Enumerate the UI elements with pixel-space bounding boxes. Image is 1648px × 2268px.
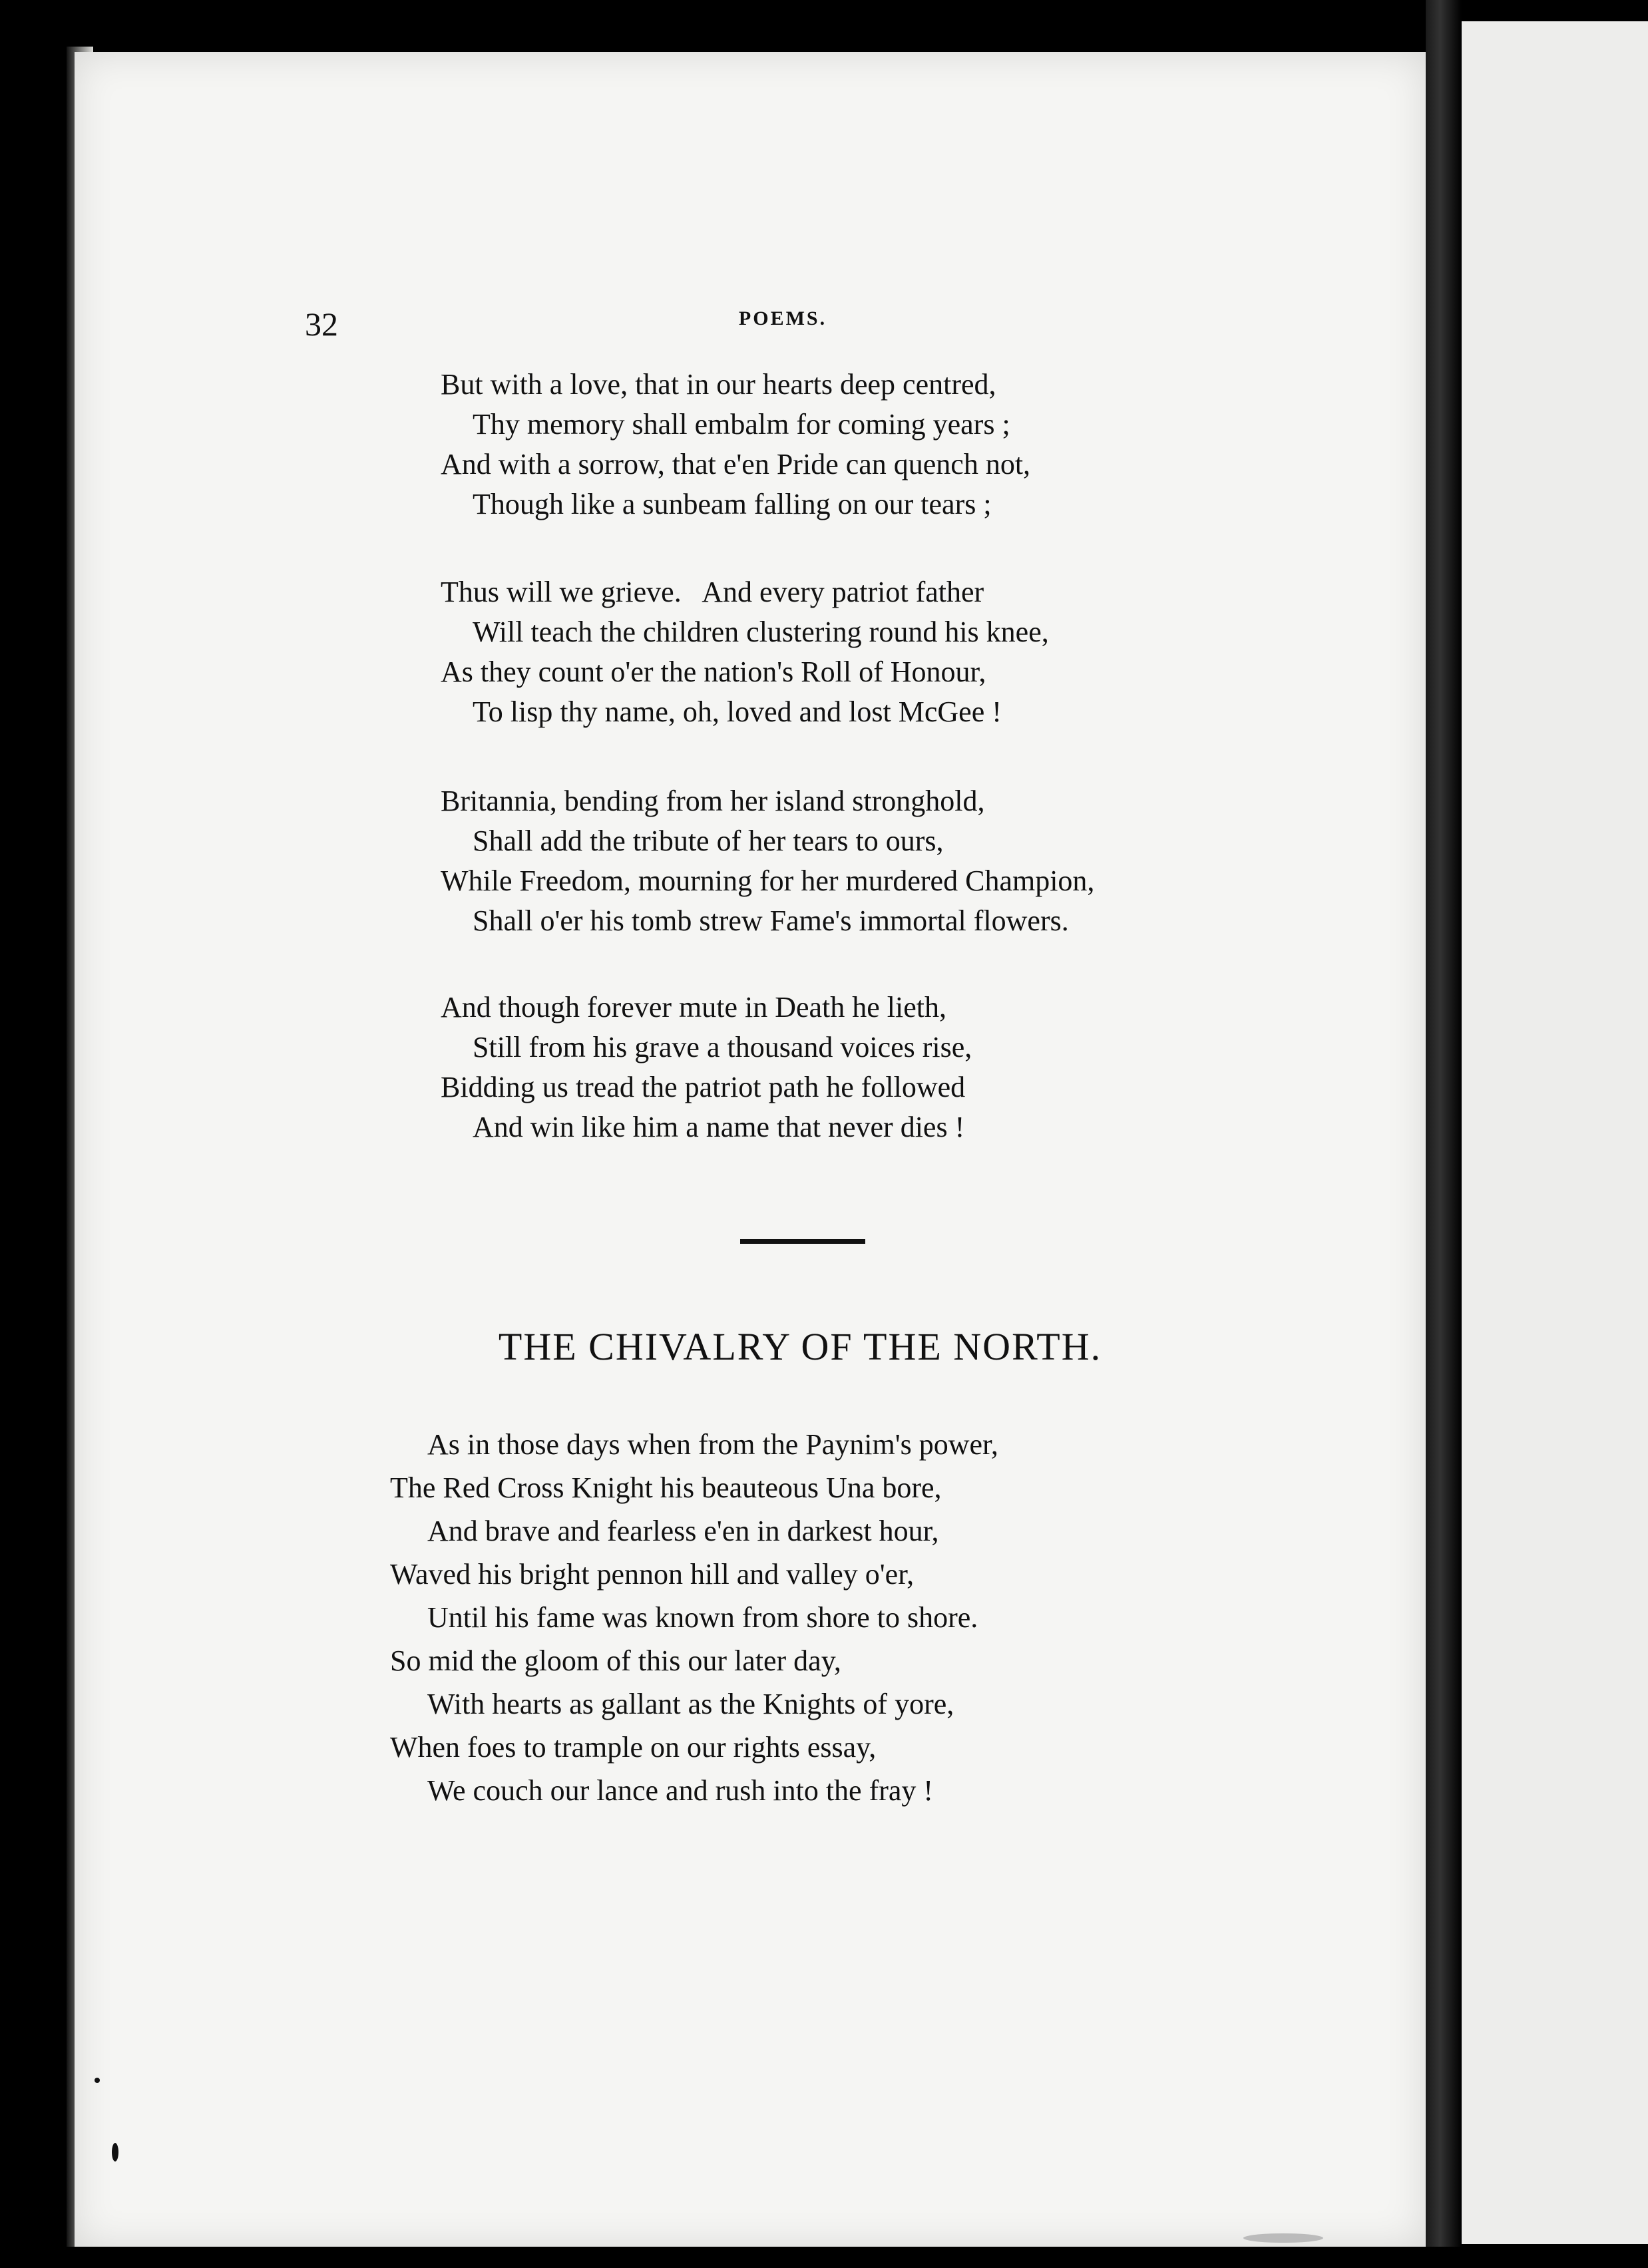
facing-page-edge [1462,21,1648,2244]
poem-line: While Freedom, mourning for her murdered Champion, [441,864,1095,897]
scan-speck [95,2078,100,2083]
poem-line: And with a sorrow, that e'en Pride can quench not, [441,448,1031,480]
running-head [0,307,1648,330]
poem-line: As in those days when from the Paynim's power, [427,1428,998,1461]
poem2-stanza [390,1423,1322,1812]
page-number: 32 [305,305,338,343]
poem-line: Waved his bright pennon hill and valley o'er, [390,1558,915,1591]
scan-speck [1243,2233,1323,2243]
poem1-stanza-3 [441,781,1306,941]
poem-line: Though like a sunbeam falling on our tears ; [473,488,992,520]
poem-line: The Red Cross Knight his beauteous Una bore, [390,1471,942,1504]
poem-line: But with a love, that in our hearts deep centred, [441,368,996,401]
poem-line: When foes to trample on our rights essay, [390,1731,877,1764]
poem-line: And though forever mute in Death he lieth, [441,991,947,1024]
poem-line: We couch our lance and rush into the fray ! [427,1774,934,1807]
poem-line: Still from his grave a thousand voices rise, [473,1031,972,1063]
poem-line: And brave and fearless e'en in darkest hour, [427,1515,939,1547]
book-gutter [1426,0,1462,2268]
section-divider-rule [740,1239,865,1244]
poem-line: Bidding us tread the patriot path he followed [441,1071,966,1103]
scan-top-border [0,0,1648,53]
poem-line: To lisp thy name, oh, loved and lost McGee ! [473,695,1002,728]
poem-line: Thus will we grieve. And every patriot father [441,576,984,608]
poem-line: As they count o'er the nation's Roll of Honour, [441,656,986,688]
poem1-stanza-1 [441,365,1306,524]
poem-line: Until his fame was known from shore to shore. [427,1601,978,1634]
poem-line: Shall o'er his tomb strew Fame's immortal flowers. [473,904,1069,937]
poem-line: Will teach the children clustering round his knee, [473,616,1049,648]
poem-title-text: THE CHIVALRY OF THE NORTH. [498,1325,1102,1368]
poem-line: And win like him a name that never dies ! [473,1111,965,1143]
poem-line: With hearts as gallant as the Knights of yore, [427,1688,954,1720]
poem-title [0,1324,1648,1369]
scan-bottom-border [0,2247,1648,2268]
scan-speck [112,2143,118,2162]
poem-line: So mid the gloom of this our later day, [390,1644,841,1677]
running-head-text: POEMS. [738,307,827,329]
poem-line: Thy memory shall embalm for coming years ; [473,408,1010,441]
poem1-stanza-2 [441,572,1306,732]
poem-line: Shall add the tribute of her tears to ours, [473,825,944,857]
poem-line: Britannia, bending from her island stronghold, [441,785,985,817]
poem1-stanza-4 [441,988,1306,1147]
